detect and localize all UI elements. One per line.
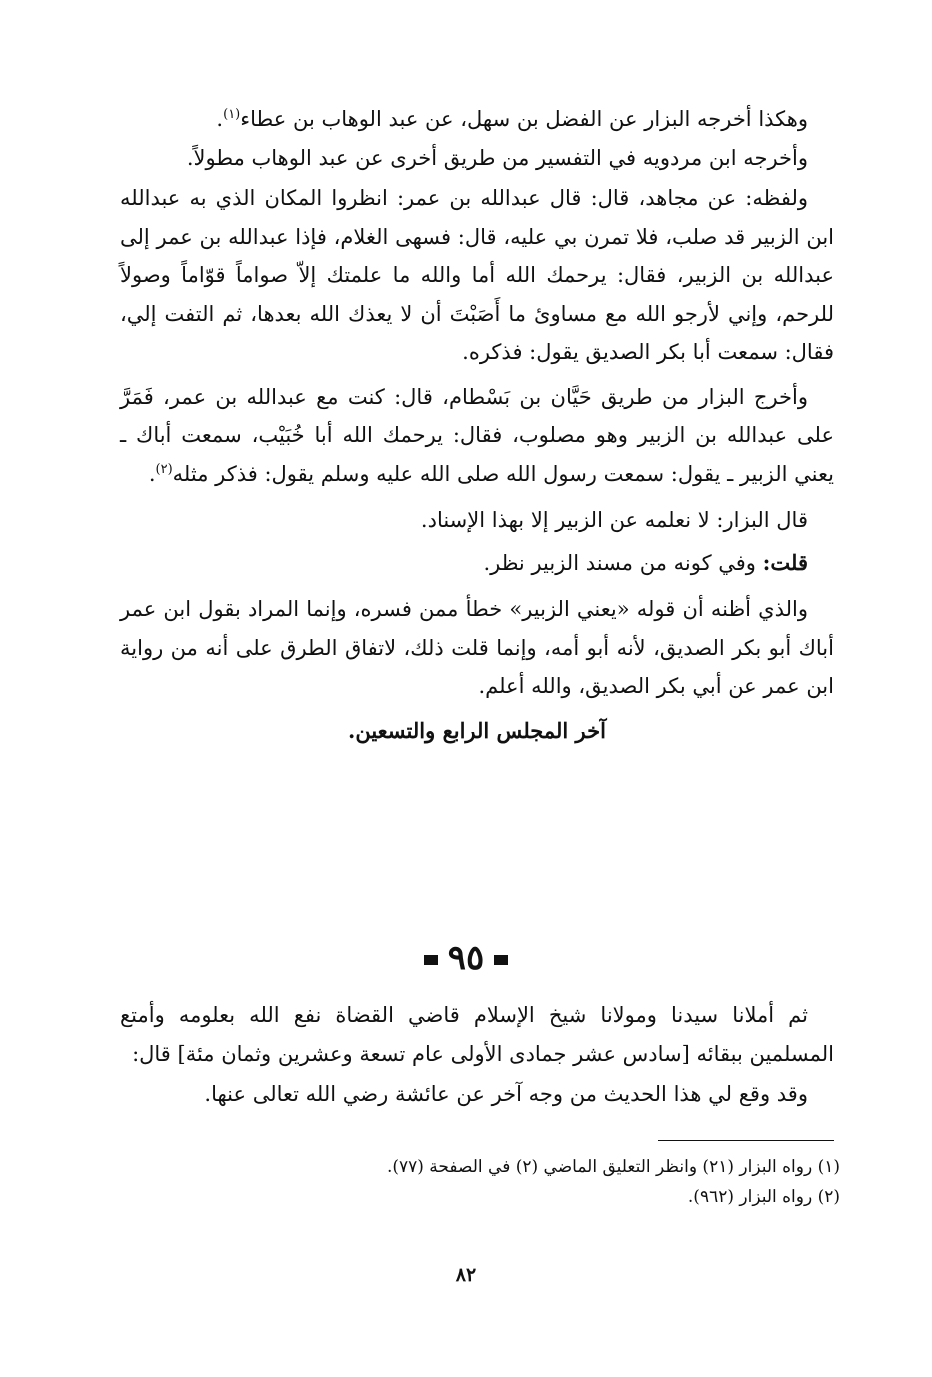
paragraph-4 [120, 378, 834, 494]
paragraph-3: ولفظه: عن مجاهد، قال: قال عبدالله بن عمر: انظروا المكان الذي به عبدالله ابن الزبير قد صلب، فلا تمرن بي عليه، قال: فسهى الغلام، فإذا عبدالله بن عمر إلى عبدالله بن الزبير، فقال: يرحمك الله أما والله ما علمتك إلاّ صواماً قوّاماً وصولاً للرحم، وإني لأرجو الله مع مساوئ ما أَصَبْتَ أن لا يعذك الله بعدها، ثم التفت إلي، فقال: سمعت أبا بكر الصديق يقول: فذكره. [120, 186, 834, 364]
footnote-ref-1[interactable]: (١) [223, 107, 241, 122]
paragraph-4-end: . [148, 461, 156, 486]
paragraph-7: والذي أظنه أن قوله «يعني الزبير» خطأ ممن فسره، وإنما المراد بقول ابن عمر أباك أبو بكر الصديق، لأنه أبو أمه، وإنما قلت ذلك، لاتفاق الطرق على أنه من رواية ابن عمر عن أبي بكر الصديق، والله أعلم. [120, 597, 834, 698]
note-label: قلت: [762, 549, 808, 575]
paragraph-5: قال البزار: لا نعلمه عن الزبير إلا بهذا الإسناد. [420, 508, 808, 532]
paragraph-6 [120, 544, 834, 583]
paragraph-1 [120, 100, 834, 139]
paragraph-1-text: وهكذا أخرجه البزار عن الفضل بن سهل، عن عبد الوهاب بن عطاء [240, 107, 808, 131]
footnotes [120, 1152, 840, 1212]
footnote-1: (١) رواه البزار (٢١) وانظر التعليق الماضي (٢) في الصفحة (٧٧). [386, 1157, 840, 1177]
paragraph-8: ثم أملانا سيدنا ومولانا شيخ الإسلام قاضي القضاة نفع الله بعلومه وأمتع المسلمين ببقائه [سادس عشر جمادى الأولى عام تسعة وعشرين وثمان مئة] قال: [120, 1003, 834, 1066]
dash-mark-right [494, 955, 508, 965]
footnote-ref-2[interactable]: (٢) [155, 461, 173, 477]
paragraph-2: وأخرجه ابن مردويه في التفسير من طريق أخرى عن عبد الوهاب مطولاً. [186, 145, 808, 170]
main-text-upper [120, 100, 834, 750]
footnote-divider [658, 1140, 834, 1141]
session-number: ٩٥ [447, 938, 485, 978]
main-text-lower [120, 996, 834, 1114]
paragraph-9: وقد وقع لي هذا الحديث من وجه آخر عن عائشة رضي الله تعالى عنها. [204, 1082, 808, 1106]
paragraph-4-text: وأخرج البزار من طريق حَيَّان بن بَسْطام، قال: كنت مع عبدالله بن عمر، فَمَرَّ على عبدالله بن الزبير وهو مصلوب، فقال: يرحمك الله أبا خُبَيْب، سمعت أباك ـ يعني الزبير ـ يقول: سمعت رسول الله صلى الله عليه وسلم يقول: فذكر مثله [120, 384, 834, 486]
session-number-heading [0, 938, 932, 978]
paragraph-1-end: . [216, 107, 224, 131]
page-number: ٨٢ [455, 1264, 477, 1286]
session-end-heading: آخر المجلس الرابع والتسعين. [348, 717, 606, 743]
dash-mark-left [424, 955, 438, 965]
note-text: وفي كونه من مسند الزبير نظر. [483, 550, 763, 575]
footnote-2: (٢) رواه البزار (٩٦٢). [687, 1187, 840, 1207]
